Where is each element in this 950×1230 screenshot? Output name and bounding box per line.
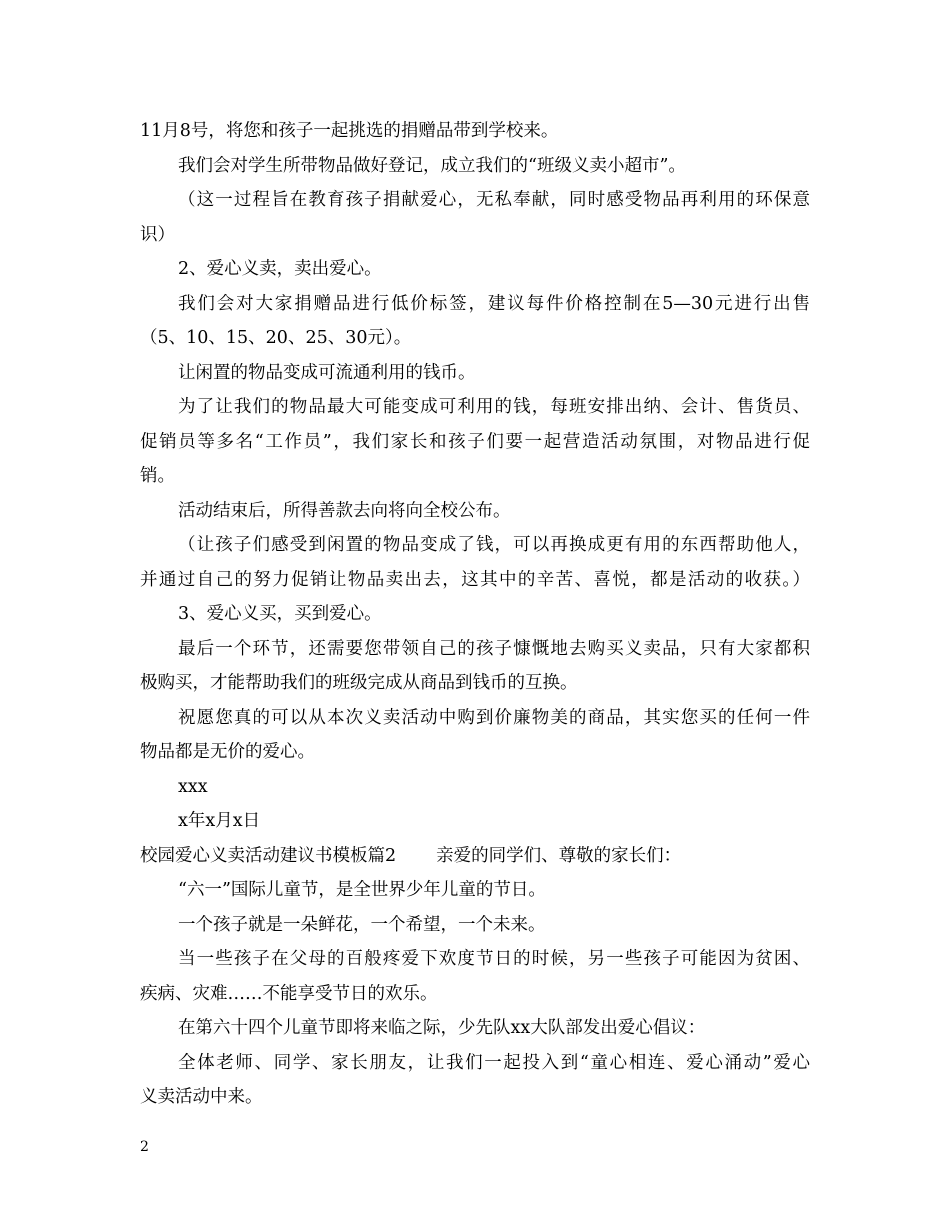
- text-line: 促销员等多名“工作员”，我们家长和孩子们要一起营造活动氛围，对物品进行促: [140, 431, 810, 452]
- page-number: 2: [140, 1139, 149, 1155]
- text-line: 11月8号，将您和孩子一起挑选的捐赠品带到学校来。: [140, 121, 559, 141]
- salutation: 亲爱的同学们、尊敬的家长们：: [436, 845, 682, 866]
- text-line: 为了让我们的物品最大可能变成可利用的钱，每班安排出纳、会计、售货员、: [178, 397, 810, 417]
- text-line: 在第六十四个儿童节即将来临之际，少先队xx大队部发出爱心倡议：: [178, 1018, 706, 1038]
- text-line: 疾病、灾难……不能享受节日的欢乐。: [140, 983, 438, 1004]
- text-line: 并通过自己的努力促销让物品卖出去，这其中的辛苦、喜悦，都是活动的收获。）: [140, 569, 810, 590]
- text-line: 极购买，才能帮助我们的班级完成从商品到钱币的互换。: [140, 673, 578, 693]
- text-line: 我们会对大家捐赠品进行低价标签，建议每件价格控制在5—30元进行出售: [178, 293, 810, 314]
- paragraph-group-part-1: [140, 114, 810, 839]
- text-line: 全体老师、同学、家长朋友，让我们一起投入到“童心相连、爱心涌动”爱心: [178, 1052, 810, 1073]
- document-body: [140, 114, 810, 1115]
- text-line: 让闲置的物品变成可流通利用的钱币。: [178, 362, 476, 383]
- heading-line: [140, 839, 810, 874]
- text-line: xxx: [178, 776, 208, 797]
- text-line: 3、爱心义买，买到爱心。: [178, 604, 382, 624]
- text-line: 2、爱心义卖，卖出爱心。: [178, 259, 382, 279]
- text-line: 最后一个环节，还需要您带领自己的孩子慷慨地去购买义卖品，只有大家都积: [178, 638, 810, 659]
- text-line: 识）: [140, 224, 175, 245]
- text-line: 祝愿您真的可以从本次义卖活动中购到价廉物美的商品，其实您买的任何一件: [178, 707, 810, 728]
- text-line: 义卖活动中来。: [140, 1087, 263, 1107]
- paragraph-group-part-2: [140, 873, 810, 1115]
- text-line: （5、10、15、20、25、30元）。: [140, 328, 412, 348]
- text-line: 我们会对学生所带物品做好登记，成立我们的“班级义卖小超市”。: [178, 155, 686, 176]
- text-line: 一个孩子就是一朵鲜花，一个希望，一个未来。: [178, 914, 546, 935]
- text-line: 销。: [140, 466, 175, 486]
- text-line: （让孩子们感受到闲置的物品变成了钱，可以再换成更有用的东西帮助他人，: [178, 535, 810, 555]
- text-line: 当一些孩子在父母的百般疼爱下欢度节日的时候，另一些孩子可能因为贫困、: [178, 949, 810, 969]
- text-line: x年x月x日: [178, 811, 261, 831]
- text-line: “六一”国际儿童节，是全世界少年儿童的节日。: [178, 880, 546, 900]
- text-line: 活动结束后，所得善款去向将向全校公布。: [178, 500, 511, 521]
- section-title: 校园爱心义卖活动建议书模板篇2: [140, 845, 397, 866]
- text-line: （这一过程旨在教育孩子捐献爱心，无私奉献，同时感受物品再利用的环保意: [178, 190, 810, 210]
- text-line: 物品都是无价的爱心。: [140, 742, 315, 762]
